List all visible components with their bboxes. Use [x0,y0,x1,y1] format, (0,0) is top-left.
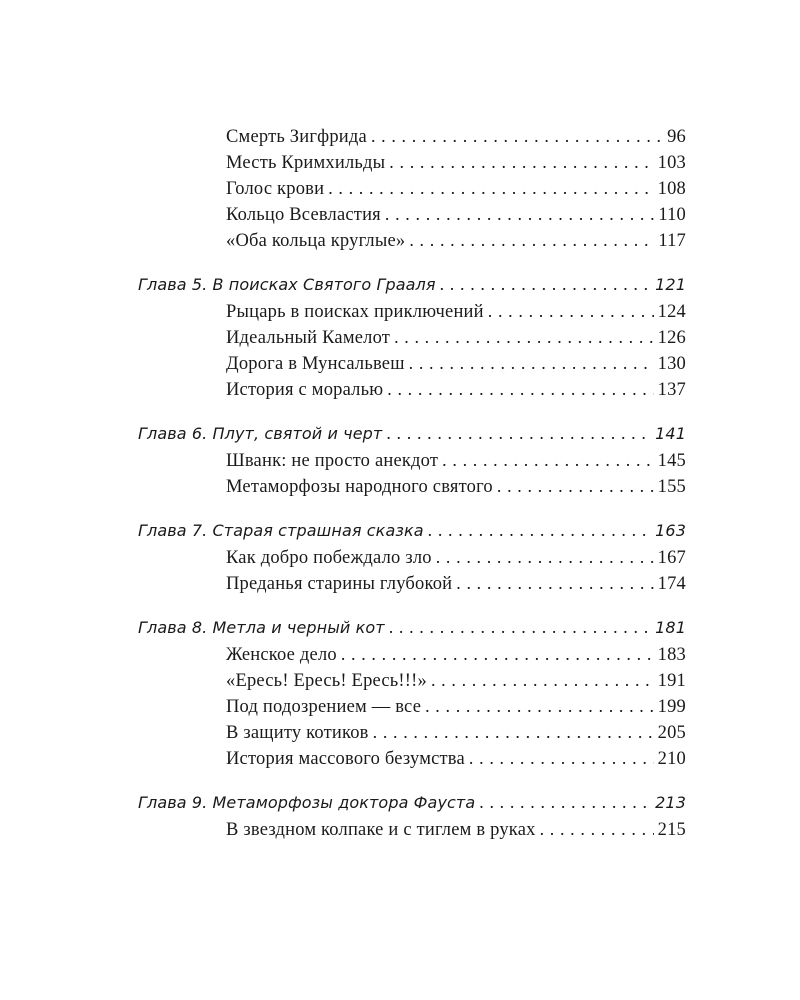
dot-leader [425,696,654,717]
toc-entry [138,230,686,256]
toc-entry [138,379,686,405]
dot-leader [456,573,653,594]
entry-title: Под подозрением — все [226,697,422,717]
entry-title: В защиту котиков [226,723,369,743]
chapter-title: Глава 5. В поисках Святого Грааля [138,275,436,294]
toc-chapter [138,520,686,547]
entry-title: Женское дело [226,645,337,665]
entry-title: Идеальный Камелот [226,328,391,348]
toc-chapter [138,423,686,450]
dot-leader [440,274,652,295]
entry-title: Смерть Зигфрида [226,127,367,147]
dot-leader [409,353,654,374]
toc-entry [138,204,686,230]
toc-chapter [138,792,686,819]
chapter-title: Глава 7. Старая страшная сказка [138,521,424,540]
entry-title: Как добро побеждало зло [226,548,432,568]
entry-title: Метаморфозы народного святого [226,477,493,497]
chapter-title: Глава 9. Метаморфозы доктора Фауста [138,793,476,812]
toc-entry [138,450,686,476]
dot-leader [389,617,651,638]
page-number: 145 [657,451,686,471]
dot-leader [385,204,654,225]
toc-entry [138,748,686,774]
entry-title: Дорога в Мунсальвеш [226,354,405,374]
toc-entry [138,476,686,502]
entry-title: В звездном колпаке и с тиглем в руках [226,820,536,840]
page-number: 124 [657,302,686,322]
table-of-contents [138,126,686,845]
toc-entry [138,819,686,845]
dot-leader [488,301,654,322]
dot-leader [328,178,653,199]
toc-chapter [138,617,686,644]
dot-leader [497,476,654,497]
entry-title: История с моралью [226,380,384,400]
dot-leader [428,520,652,541]
dot-leader [431,670,654,691]
dot-leader [469,748,654,769]
dot-leader [409,230,654,251]
toc-entry [138,301,686,327]
toc-entry [138,722,686,748]
entry-title: Преданья старины глубокой [226,574,453,594]
page-number: 205 [657,723,686,743]
entry-title: «Оба кольца круглые» [226,231,406,251]
page-number: 137 [657,380,686,400]
page-number: 141 [655,424,686,443]
page-number: 213 [655,793,686,812]
toc-entry [138,353,686,379]
page-number: 103 [657,153,686,173]
page-number: 181 [655,618,686,637]
dot-leader [394,327,654,348]
entry-title: Шванк: не просто анекдот [226,451,439,471]
dot-leader [386,423,651,444]
dot-leader [387,379,653,400]
page-number: 183 [657,645,686,665]
page-number: 191 [657,671,686,691]
page-number: 126 [657,328,686,348]
page-number: 96 [667,127,686,147]
page-number: 110 [658,205,686,225]
page-number: 121 [655,275,686,294]
page-number: 130 [657,354,686,374]
page-number: 163 [655,521,686,540]
dot-leader [442,450,653,471]
toc-chapter [138,274,686,301]
toc-entry [138,644,686,670]
toc-entry [138,178,686,204]
page-number: 199 [657,697,686,717]
dot-leader [371,126,663,147]
toc-entry [138,547,686,573]
entry-title: История массового безумства [226,749,465,769]
toc-entry [138,327,686,353]
entry-title: Голос крови [226,179,325,199]
page-number: 167 [657,548,686,568]
toc-entry [138,696,686,722]
page-number: 117 [658,231,686,251]
dot-leader [341,644,654,665]
toc-entry [138,152,686,178]
toc-entry [138,126,686,152]
dot-leader [540,819,654,840]
dot-leader [479,792,651,813]
toc-entry [138,670,686,696]
page-number: 155 [657,477,686,497]
page-number: 174 [657,574,686,594]
page-number: 108 [657,179,686,199]
dot-leader [389,152,653,173]
entry-title: Месть Кримхильды [226,153,386,173]
chapter-title: Глава 8. Метла и черный кот [138,618,385,637]
entry-title: Кольцо Всевластия [226,205,381,225]
chapter-title: Глава 6. Плут, святой и черт [138,424,383,443]
dot-leader [373,722,654,743]
toc-entry [138,573,686,599]
page-number: 210 [657,749,686,769]
dot-leader [436,547,654,568]
entry-title: «Ересь! Ересь! Ересь!!!» [226,671,427,691]
entry-title: Рыцарь в поисках приключений [226,302,484,322]
page-number: 215 [657,820,686,840]
